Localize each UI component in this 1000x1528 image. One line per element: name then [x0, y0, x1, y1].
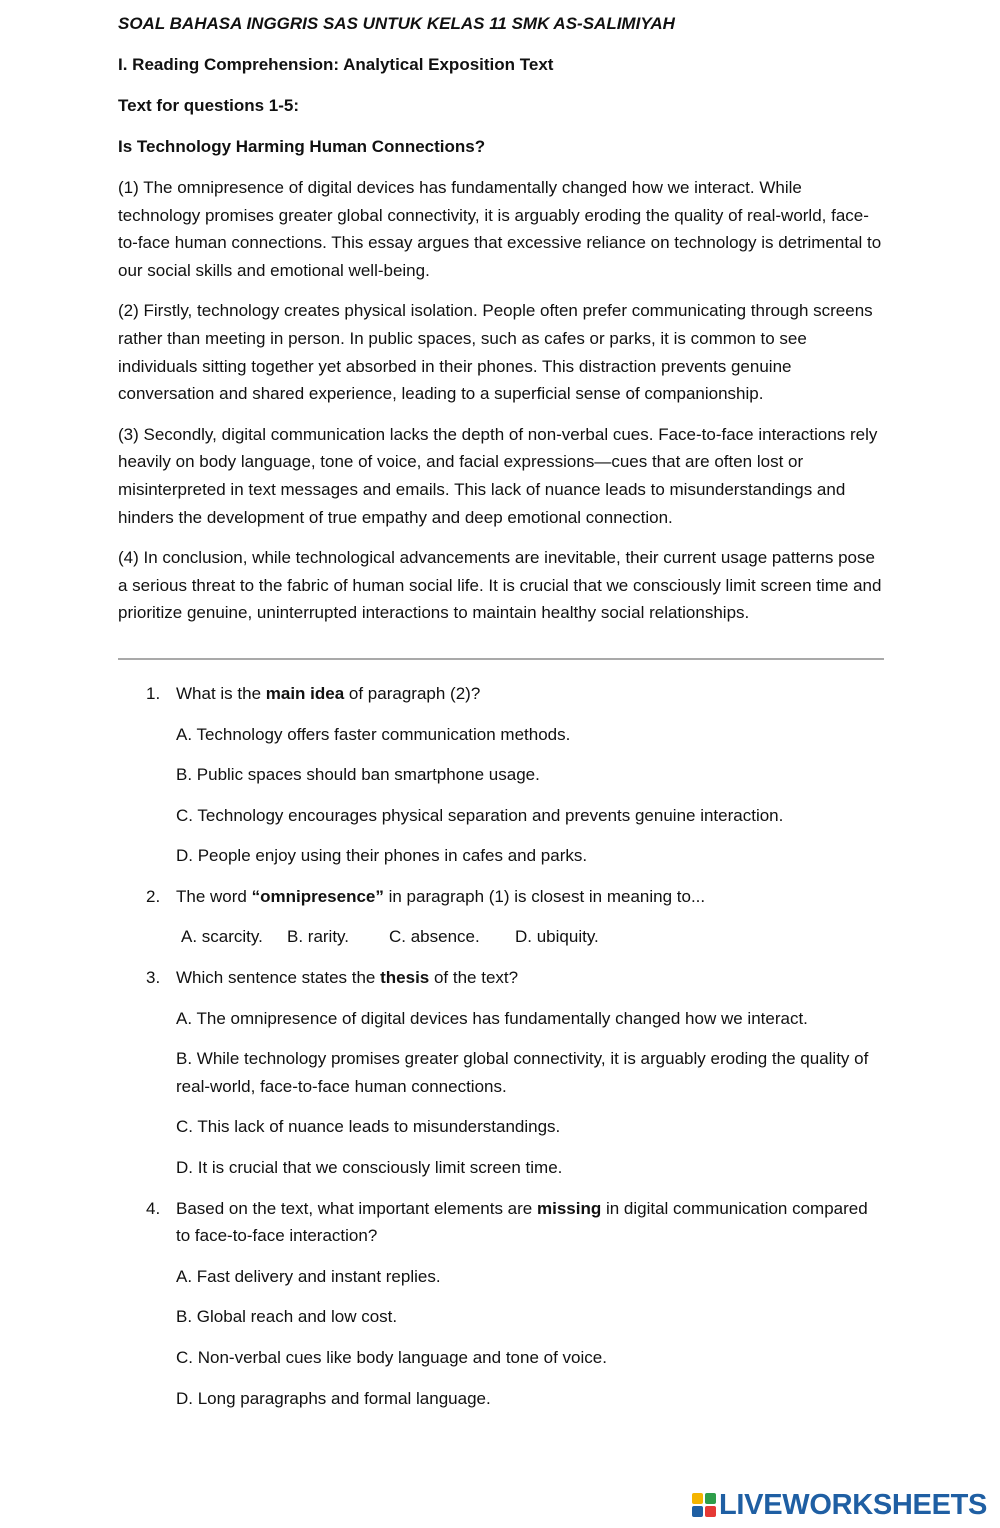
question-4 [118, 1195, 884, 1413]
text-label: Text for questions 1-5: [118, 96, 300, 115]
paragraph-2: (2) Firstly, technology creates physical isolation. People often prefer communicating through screens rather than meeting in person. In public spaces, such as cafes or parks, it is common to see individuals sitting together yet absorbed in their phones. This distraction prevents genuine conversation and shared experience, leading to a superficial sense of companionship. [118, 301, 873, 404]
answer-option-d[interactable]: D. Long paragraphs and formal language. [176, 1388, 491, 1408]
answer-option-b[interactable]: B. While technology promises greater global connectivity, it is arguably eroding the quality of real-world, face-to-face human connections. [176, 1049, 869, 1096]
paragraph-1: (1) The omnipresence of digital devices has fundamentally changed how we interact. While technology promises greater global connectivity, it is arguably eroding the quality of real-world, face-to-face human connections. This essay argues that excessive reliance on technology is detrimental to our social skills and emotional well-being. [118, 178, 882, 280]
logo-square-yellow [692, 1493, 703, 1504]
answer-option-b[interactable]: B. Public spaces should ban smartphone usage. [176, 765, 540, 785]
logo-square-red [705, 1506, 716, 1517]
question-3 [118, 964, 884, 1182]
answer-option-b[interactable]: B. rarity. [287, 927, 350, 947]
section-divider [118, 658, 884, 660]
logo-text: LIVEWORKSHEETS [719, 1488, 988, 1521]
document-title: SOAL BAHASA INGGRIS SAS UNTUK KELAS 11 SMK AS-SALIMIYAH [118, 14, 675, 33]
answer-option-a[interactable]: A. Fast delivery and instant replies. [176, 1266, 441, 1286]
question-keyword: main idea [265, 683, 345, 703]
question-number: 3. [146, 968, 161, 988]
answer-option-a[interactable]: A. Technology offers faster communication methods. [176, 724, 571, 744]
question-1 [118, 680, 884, 870]
worksheet-page [118, 10, 884, 1412]
answer-option-d[interactable]: D. ubiquity. [515, 927, 599, 947]
question-number: 4. [146, 1198, 161, 1218]
question-text: Based on the text, what important elements are missing in digital communication compared to face-to-face interaction? [176, 1198, 868, 1246]
question-keyword: “omnipresence” [251, 886, 384, 906]
question-text: What is the main idea of paragraph (2)? [176, 683, 481, 703]
answer-option-d[interactable]: D. It is crucial that we consciously limit screen time. [176, 1158, 563, 1178]
answer-option-c[interactable]: C. absence. [389, 927, 480, 947]
answer-option-a[interactable]: A. The omnipresence of digital devices has fundamentally changed how we interact. [176, 1008, 808, 1028]
question-keyword: thesis [380, 968, 430, 988]
question-number: 2. [146, 886, 161, 906]
answer-option-a[interactable]: A. scarcity. [181, 927, 263, 947]
liveworksheets-logo [692, 1488, 987, 1522]
logo-square-green [705, 1493, 716, 1504]
paragraph-3: (3) Secondly, digital communication lacks the depth of non-verbal cues. Face-to-face interactions rely heavily on body language, tone of voice, and facial expressions—cues that are often lost or misinterpreted in text messages and emails. This lack of nuance leads to misunderstandings and hinders the development of true empathy and deep emotional connection. [118, 424, 878, 527]
answer-option-d[interactable]: D. People enjoy using their phones in cafes and parks. [176, 846, 588, 866]
question-text: The word “omnipresence” in paragraph (1) is closest in meaning to... [176, 886, 706, 906]
question-list [118, 680, 884, 1412]
logo-square-blue [692, 1506, 703, 1517]
question-2 [118, 883, 884, 951]
answer-option-c[interactable]: C. Technology encourages physical separation and prevents genuine interaction. [176, 805, 784, 825]
logo-grid-icon [692, 1493, 716, 1517]
answer-option-c[interactable]: C. This lack of nuance leads to misunderstandings. [176, 1117, 561, 1137]
question-number: 1. [146, 683, 161, 703]
answer-option-b[interactable]: B. Global reach and low cost. [176, 1307, 398, 1327]
section-title: I. Reading Comprehension: Analytical Exposition Text [118, 55, 554, 74]
text-title: Is Technology Harming Human Connections? [118, 137, 486, 156]
answer-option-c[interactable]: C. Non-verbal cues like body language and tone of voice. [176, 1348, 607, 1367]
question-text: Which sentence states the thesis of the text? [176, 968, 519, 988]
paragraph-4: (4) In conclusion, while technological advancements are inevitable, their current usage patterns pose a serious threat to the fabric of human social life. It is crucial that we consciously limit screen time and prioritize genuine, uninterrupted interactions to maintain healthy social relationships. [118, 548, 882, 623]
question-keyword: missing [536, 1198, 602, 1218]
